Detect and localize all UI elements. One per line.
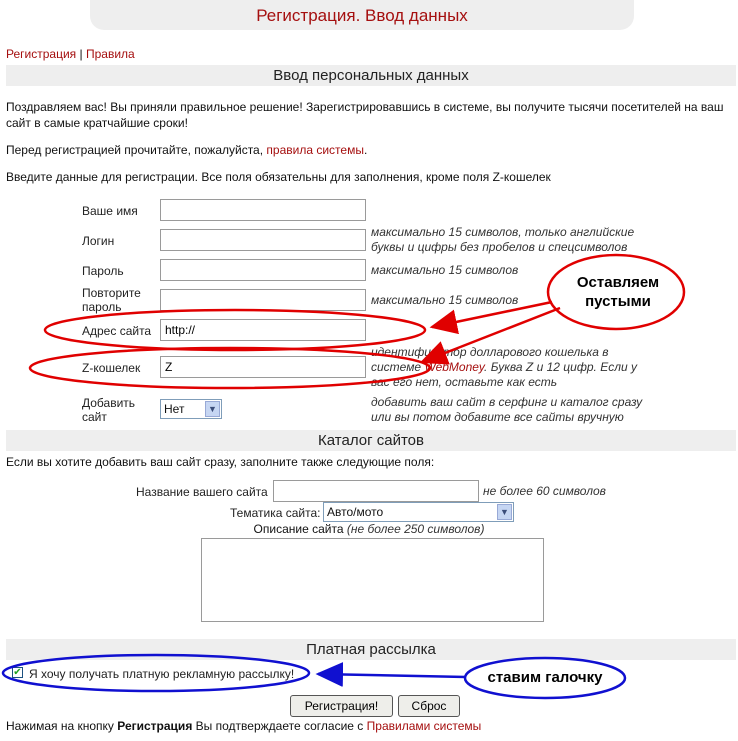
wallet-hint-prefix: идентификатор долларового кошелька в системе <box>371 345 609 374</box>
footer-prefix: Нажимая на кнопку <box>6 719 114 733</box>
paid-mailing-label: Я хочу получать платную рекламную рассылку! <box>29 667 295 681</box>
arrow-to-wallet <box>422 308 560 362</box>
breadcrumb-separator: | <box>79 47 83 61</box>
site-name-hint: не более 60 символов <box>483 484 606 498</box>
section-title-personal: Ввод персональных данных <box>6 65 736 86</box>
enter-data-text: Введите данные для регистрации. Все поля обязательны для заполнения, кроме поля Z-кошелек <box>6 170 551 184</box>
site-url-label: Адрес сайта <box>82 324 152 338</box>
repeat-password-label: Повторите пароль <box>82 286 141 314</box>
add-site-hint: добавить ваш сайт в серфинг и каталог сразу или вы потом добавите все сайты вручную <box>371 395 643 424</box>
password-label: Пароль <box>82 264 124 278</box>
description-label: Описание сайта <box>253 522 344 536</box>
system-rules-link[interactable]: правила системы <box>266 143 364 157</box>
paid-mailing-checkbox[interactable]: ✔ <box>13 667 22 678</box>
login-hint: максимально 15 символов, только английские буквы и цифры без пробелов и спецсимволов <box>371 225 635 254</box>
chevron-down-icon: ▼ <box>205 401 220 417</box>
description-hint: (не более 250 символов) <box>346 522 485 536</box>
footer-middle: Вы подтверждаете согласие с <box>195 719 364 733</box>
arrow-to-checkbox <box>318 674 466 677</box>
section-title-catalog: Каталог сайтов <box>6 430 736 451</box>
name-label: Ваше имя <box>82 204 138 218</box>
wallet-highlight-ellipse <box>30 348 430 388</box>
add-site-label: Добавить сайт <box>82 396 136 424</box>
checkbox-highlight-ellipse <box>3 655 309 691</box>
leave-empty-annotation: Оставляем пустыми <box>576 274 660 310</box>
breadcrumb-registration-link[interactable]: Регистрация <box>6 47 77 61</box>
breadcrumb-rules-link[interactable]: Правила <box>85 47 135 61</box>
wallet-hint-suffix: . Буква Z и 12 цифр. Если у вас его нет, оставьте как есть <box>371 360 637 389</box>
webmoney-link[interactable]: WebMoney <box>424 360 485 374</box>
topic-selected: Авто/мото <box>327 505 384 519</box>
wallet-label: Z-кошелек <box>82 361 141 375</box>
check-it-annotation: ставим галочку <box>487 669 603 686</box>
site-url-highlight-ellipse <box>45 310 425 350</box>
intro-text: Поздравляем вас! Вы приняли правильное решение! Зарегистрировавшись в системе, вы получите тысячи посетителей на ваш сайт в самые кратчайшие сроки! <box>6 100 724 130</box>
add-site-selected: Нет <box>164 402 185 416</box>
page-title: Регистрация. Ввод данных <box>256 6 468 25</box>
password-hint: максимально 15 символов <box>371 263 519 277</box>
section-title-mailing: Платная рассылка <box>6 639 736 660</box>
read-rules-prefix: Перед регистрацией прочитайте, пожалуйста, <box>6 143 264 157</box>
footer-bold: Регистрация <box>117 719 193 733</box>
footer-rules-link[interactable]: Правилами системы <box>366 719 482 733</box>
login-label: Логин <box>82 234 115 248</box>
topic-label: Тематика сайта: <box>230 506 321 520</box>
repeat-password-hint: максимально 15 символов <box>371 293 519 307</box>
catalog-intro: Если вы хотите добавить ваш сайт сразу, заполните также следующие поля: <box>6 455 435 469</box>
read-rules-suffix: . <box>363 143 368 157</box>
chevron-down-icon: ▼ <box>497 504 512 520</box>
reset-button[interactable]: Сброс <box>398 695 460 717</box>
register-button[interactable]: Регистрация! <box>290 695 393 717</box>
site-name-label: Название вашего сайта <box>136 485 268 499</box>
arrow-to-site-url <box>432 302 552 327</box>
